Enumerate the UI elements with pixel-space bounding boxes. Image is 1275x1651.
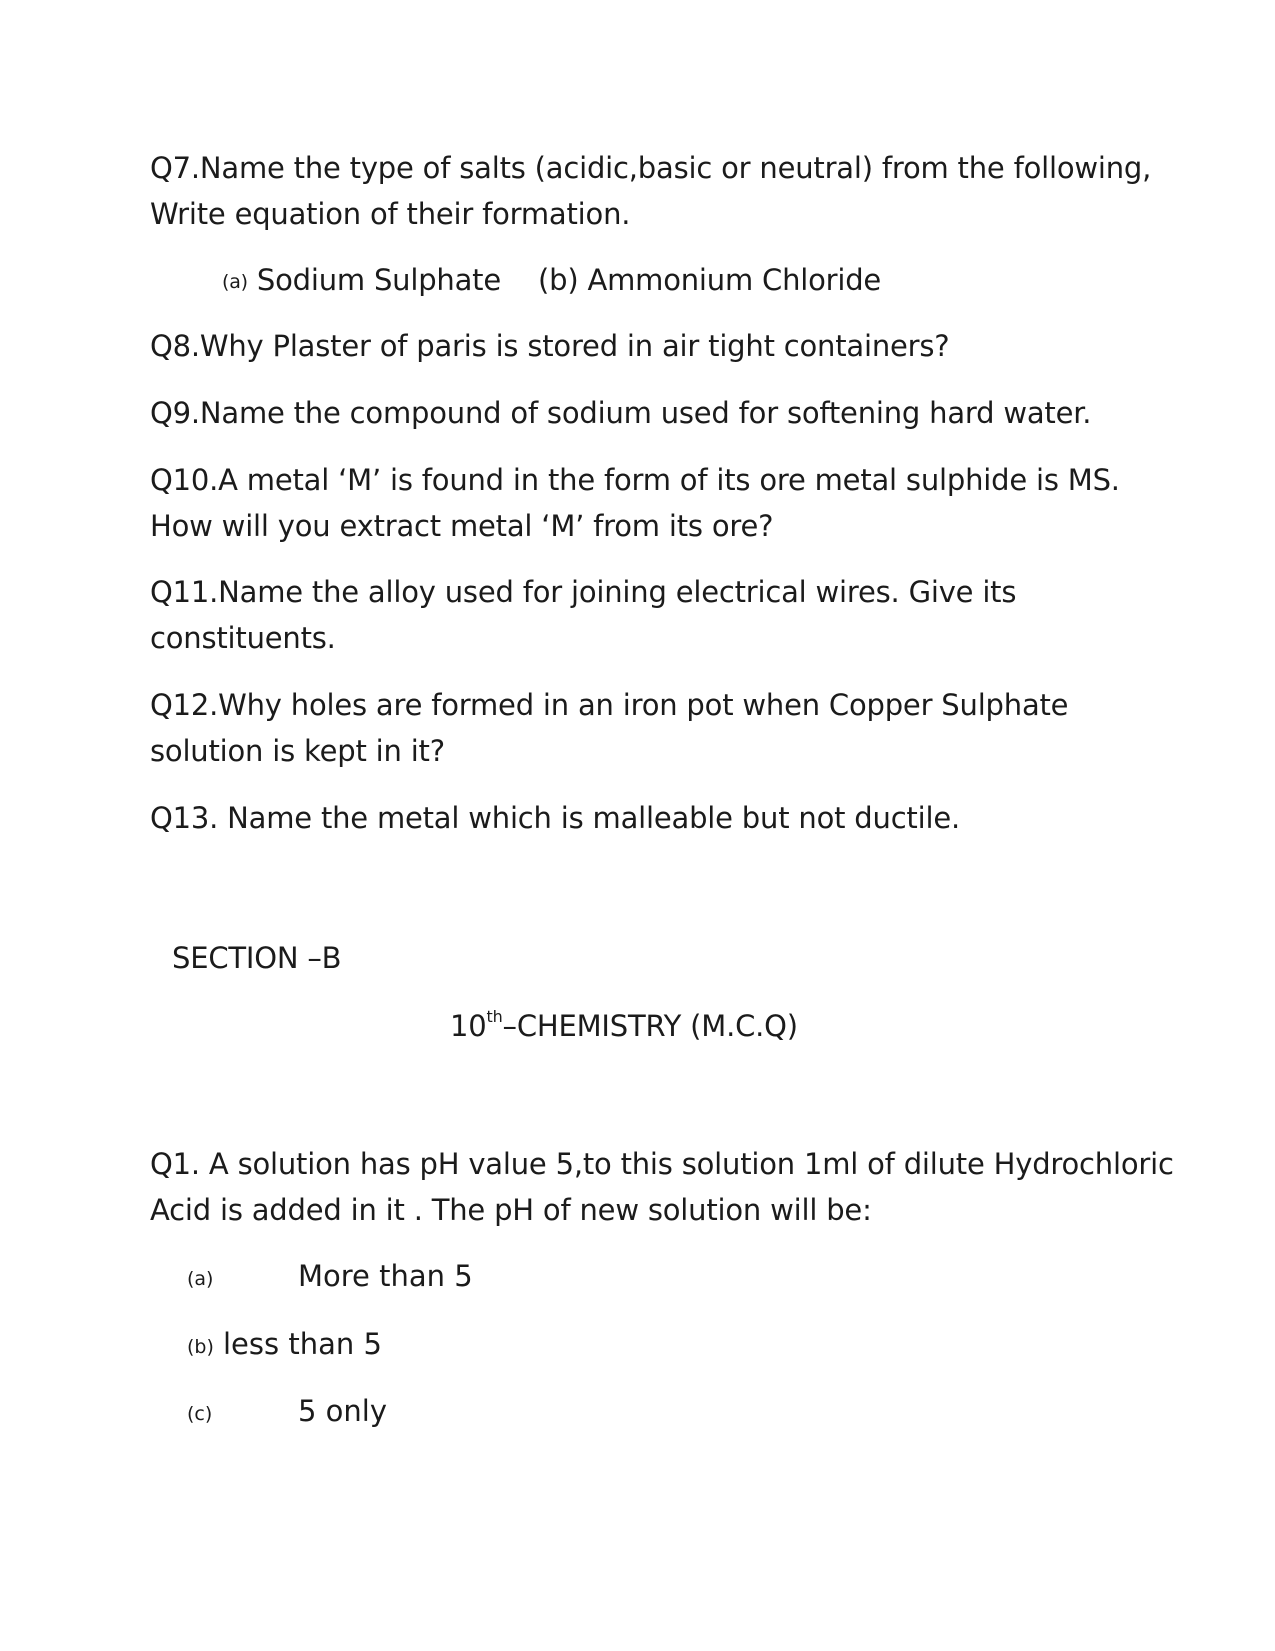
subtitle-grade: 10 xyxy=(450,1009,487,1043)
subtitle-text: –CHEMISTRY (M.C.Q) xyxy=(502,1009,798,1043)
q12-line-1: Q12.Why holes are formed in an iron pot when Copper Sulphate xyxy=(150,688,1069,722)
mcq1-line-1: Q1. A solution has pH value 5,to this solution 1ml of dilute Hydrochloric xyxy=(150,1147,1174,1181)
q7-option-a-text: Sodium Sulphate xyxy=(256,263,501,297)
q7-option-a-label: (a) xyxy=(222,271,248,293)
mcq1-option-b-text: less than 5 xyxy=(223,1327,382,1361)
mcq1-option-a-label: (a) xyxy=(187,1268,214,1290)
q7-line-2: Write equation of their formation. xyxy=(150,197,631,231)
q7-line-1: Q7.Name the type of salts (acidic,basic or neutral) from the following, xyxy=(150,151,1152,185)
q10-line-1: Q10.A metal ‘M’ is found in the form of its ore metal sulphide is MS. xyxy=(150,463,1120,497)
q9-text: Q9.Name the compound of sodium used for softening hard water. xyxy=(150,396,1092,430)
q11-line-2: constituents. xyxy=(150,621,336,655)
q11-line-1: Q11.Name the alloy used for joining electrical wires. Give its xyxy=(150,575,1017,609)
q7-option-b-text: (b) Ammonium Chloride xyxy=(538,263,882,297)
mcq1-option-a-text: More than 5 xyxy=(298,1259,473,1293)
q8-text: Q8.Why Plaster of paris is stored in air tight containers? xyxy=(150,329,950,363)
section-heading: SECTION –B xyxy=(172,941,342,975)
subtitle xyxy=(450,1008,798,1044)
mcq1-option-c-text: 5 only xyxy=(298,1394,388,1428)
q7-options xyxy=(222,262,501,300)
mcq1-option-b-label: (b) xyxy=(187,1336,214,1358)
mcq1-option-c-label: (c) xyxy=(187,1403,213,1425)
q13-text: Q13. Name the metal which is malleable but not ductile. xyxy=(150,801,960,835)
subtitle-sup: th xyxy=(486,1007,503,1026)
q12-line-2: solution is kept in it? xyxy=(150,734,445,768)
mcq1-line-2: Acid is added in it . The pH of new solution will be: xyxy=(150,1193,872,1227)
q10-line-2: How will you extract metal ‘M’ from its ore? xyxy=(150,509,774,543)
